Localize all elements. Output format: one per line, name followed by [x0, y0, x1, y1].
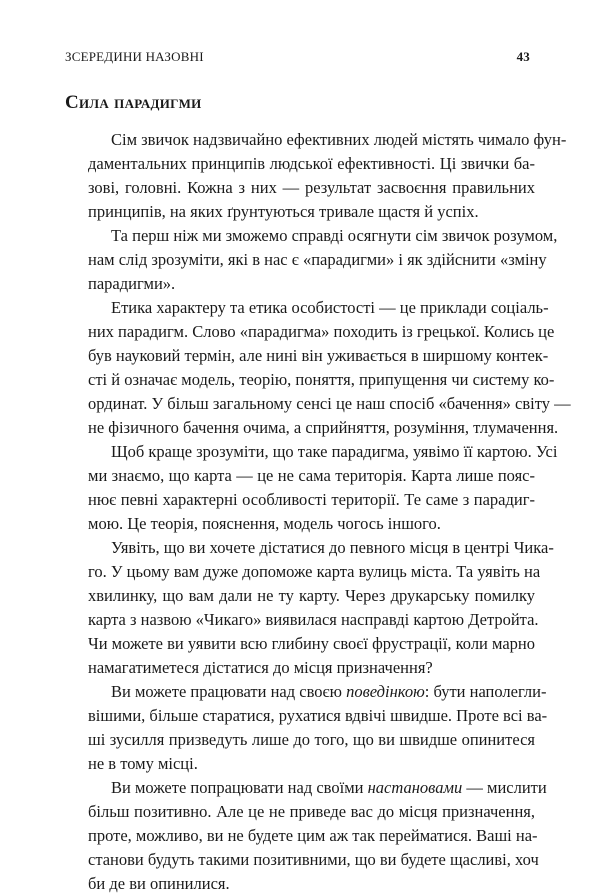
text-line: не в тому місці. — [88, 754, 198, 773]
text-line: був науковий термін, але нині він уживається в ширшому контек- — [88, 346, 549, 365]
text-line: би де ви опинилися. — [88, 874, 230, 893]
text-line — [65, 680, 547, 704]
text-line: вішими, більше старатися, рухатися вдвічі швидше. Проте всі ва- — [88, 706, 548, 725]
emphasis: поведінкою — [346, 682, 425, 701]
emphasis: настановами — [367, 778, 463, 797]
paragraph — [65, 440, 558, 536]
text-line: принципів, на яких ґрунтуються тривале щастя й успіх. — [88, 202, 479, 221]
text-line: ординат. У більш загальному сенсі це наш спосіб «бачення» світу — — [88, 394, 571, 413]
text-line: Етика характеру та етика особистості — це приклади соціаль- — [111, 298, 549, 317]
text-line: Щоб краще зрозуміти, що таке парадигма, уявімо її картою. Усі — [111, 442, 558, 461]
text-line: них парадигм. Слово «парадигма» походить із грецької. Колись це — [88, 322, 555, 341]
text-run: Ви можете попрацювати над своїми — [111, 778, 368, 797]
text-line — [65, 776, 547, 800]
body-text — [65, 128, 571, 896]
text-line: парадигми». — [88, 274, 176, 293]
text-line: Чи можете ви уявити всю глибину своєї фрустрації, коли марно — [88, 634, 535, 653]
page-number: 43 — [516, 49, 530, 64]
text-line: проте, можливо, ви не будете цим аж так перейматися. Ваші на- — [88, 826, 538, 845]
text-line: Та перш ніж ми зможемо справді осягнути сім звичок розумом, — [111, 226, 558, 245]
running-header — [65, 49, 530, 69]
text-line: даментальних принципів людської ефективності. Ці звички ба- — [88, 154, 535, 173]
text-line: ші зусилля призведуть лише до того, що ви швидше опинитеся — [88, 730, 535, 749]
paragraph — [65, 536, 554, 680]
paragraph — [65, 128, 567, 224]
section-title: Сила парадигми — [65, 92, 202, 113]
paragraph — [65, 680, 548, 776]
text-line: зові, головні. Кожна з них — результат засвоєння правильних — [88, 178, 535, 197]
text-line: не фізичного бачення очима, а сприйняття, розуміння, тлумачення. — [88, 418, 559, 437]
text-line: нює певні характерні особливості території. Те саме з парадиг- — [88, 490, 535, 509]
text-line: хвилинку, що вам дали не ту карту. Через друкарську помилку — [88, 586, 535, 605]
text-line: Сім звичок надзвичайно ефективних людей містять чимало фун- — [111, 130, 567, 149]
running-title: ЗСЕРЕДИНИ НАЗОВНІ — [65, 49, 204, 64]
text-line: го. У цьому вам дуже допоможе карта вулиць міста. Та уявіть на — [88, 562, 541, 581]
text-line: більш позитивно. Але це не приведе вас до місця призначення, — [88, 802, 535, 821]
paragraph — [65, 296, 571, 440]
text-run: : бути наполегли- — [424, 682, 547, 701]
text-line: Уявіть, що ви хочете дістатися до певного місця в центрі Чика- — [111, 538, 554, 557]
text-run: — мислити — [462, 778, 547, 797]
text-line: сті й означає модель, теорію, поняття, припущення чи систему ко- — [88, 370, 555, 389]
text-line: нам слід зрозуміти, які в нас є «парадигми» і як здійснити «зміну — [88, 250, 547, 269]
text-run: Ви можете працювати над своєю — [111, 682, 347, 701]
text-line: мою. Це теорія, пояснення, модель чогось іншого. — [88, 514, 441, 533]
paragraph — [65, 224, 558, 296]
paragraph — [65, 776, 547, 896]
text-line: станови будуть такими позитивними, що ви будете щасливі, хоч — [88, 850, 539, 869]
text-line: намагатиметеся дістатися до місця призначення? — [88, 658, 433, 677]
text-line: ми знаємо, що карта — це не сама територія. Карта лише пояс- — [88, 466, 535, 485]
text-line: карта з назвою «Чикаго» виявилася насправді картою Детройта. — [88, 610, 539, 629]
